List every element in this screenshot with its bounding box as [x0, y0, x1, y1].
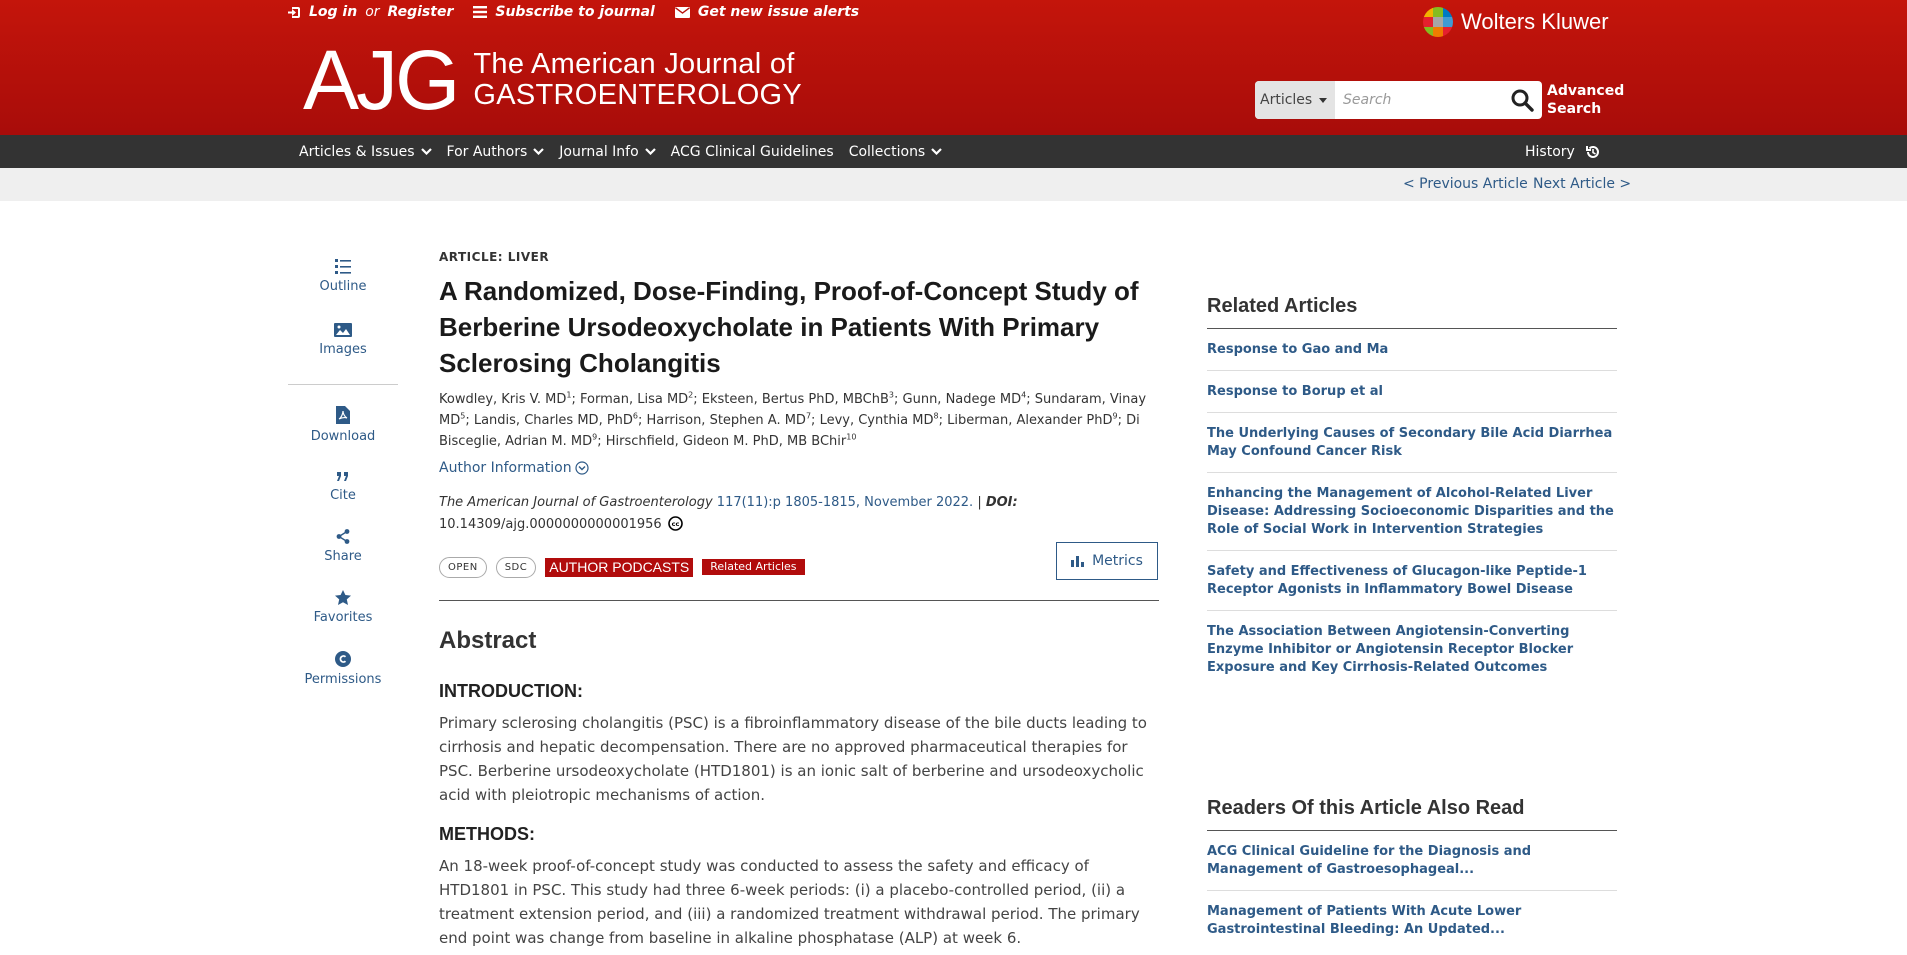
article-title: A Randomized, Dose-Finding, Proof-of-Concept Study of Berberine Ursodeoxycholate in Patients With Primary Sclerosing Cholangitis: [439, 276, 1139, 378]
rail-label: Favorites: [313, 610, 373, 625]
logo-journal-name: [473, 49, 802, 111]
rail-label: Cite: [330, 488, 356, 503]
wolters-kluwer-logo-icon: [1423, 7, 1453, 37]
logo-abbr: AJG: [303, 33, 458, 127]
author[interactable]: Di Bisceglie, Adrian M. $MD^9$: [439, 413, 1140, 449]
citation-line: [439, 492, 1159, 536]
chevron-down-icon: [533, 148, 544, 155]
top-utility-nav: [287, 3, 859, 21]
rail-permissions[interactable]: [288, 651, 398, 687]
rail-label: Outline: [319, 279, 367, 294]
sdc-badge: SDC: [496, 557, 537, 578]
nav-label: Collections: [848, 143, 926, 160]
author[interactable]: Eksteen, Bertus PhD, MBChB$^3$: [701, 390, 894, 407]
login-icon: [287, 6, 301, 19]
nav-articles-issues[interactable]: [299, 144, 432, 160]
nav-collections[interactable]: [849, 144, 943, 160]
related-articles-heading: Related Articles: [1207, 295, 1617, 329]
nav-label: For Authors: [446, 143, 528, 160]
abstract-heading: Abstract: [439, 627, 537, 654]
chevron-down-icon: [931, 148, 942, 155]
advanced-search-link[interactable]: [1547, 82, 1624, 118]
related-article-link[interactable]: The Association Between Angiotensin-Converting Enzyme Inhibitor or Angiotensin Receptor Blocker Exposure and Key Cirrhosis-Related Outcomes: [1207, 624, 1574, 675]
related-articles-badge[interactable]: Related Articles: [702, 559, 804, 575]
alerts-label: Get new issue alerts: [697, 4, 860, 20]
volume-link[interactable]: 117(11):p 1805-1815, November 2022.: [716, 495, 974, 510]
creative-commons-icon: [668, 516, 683, 531]
chevron-down-icon: [645, 148, 656, 155]
chevron-circle-down-icon: [575, 461, 589, 475]
rail-label: Permissions: [304, 672, 382, 687]
copyright-icon: [335, 651, 351, 667]
introduction-heading: INTRODUCTION:: [439, 681, 583, 701]
search-input[interactable]: Search: [1343, 92, 1392, 108]
author-list: Kowdley, Kris V. $MD^1$; Forman, Lisa $MD^2$; Eksteen, Bertus PhD, MBChB$^3$; Gunn, Nadege $MD^4$; Sundaram, Vinay $MD^5$; Landis, Charles MD, PhD$^6$; Harrison, Stephen A. $MD^7$; Levy, Cynthia $MD^8$; Liberman, Alexander PhD$^9$; Di Bisceglie, Adrian M. $MD^9$; Hirschfield, Gideon M. PhD, MB BChir$^{10}$: [439, 390, 1147, 449]
methods-heading: METHODS:: [439, 824, 535, 844]
author[interactable]: Harrison, Stephen A. $MD^7$: [646, 411, 812, 428]
history-button[interactable]: [1525, 135, 1601, 168]
main-nav: [0, 135, 1907, 168]
separator: |: [977, 495, 982, 510]
search-scope-select[interactable]: [1255, 81, 1335, 119]
author[interactable]: Hirschfield, Gideon M. PhD, MB BChir$^{10}$: [605, 432, 857, 449]
site-header: [0, 0, 1907, 135]
register-link[interactable]: Register: [387, 4, 454, 20]
metrics-button[interactable]: [1056, 542, 1158, 580]
share-icon: [336, 529, 350, 544]
star-icon: [335, 590, 351, 605]
next-article-link[interactable]: Next Article >: [1533, 176, 1632, 192]
search-button[interactable]: [1502, 88, 1542, 112]
author-information-toggle[interactable]: [439, 460, 1159, 476]
history-icon: [1585, 144, 1601, 160]
rail-label: Images: [319, 342, 367, 357]
related-article-link[interactable]: Response to Borup et al: [1207, 371, 1617, 413]
or-text: or: [365, 4, 380, 20]
related-articles-panel: [1207, 295, 1617, 688]
svg-text:cc: cc: [671, 520, 680, 528]
author[interactable]: Forman, Lisa $MD^2$: [580, 390, 694, 407]
caret-down-icon: [1319, 98, 1327, 103]
nav-journal-info[interactable]: [559, 144, 655, 160]
publisher-name: Wolters Kluwer: [1461, 9, 1609, 34]
previous-article-link[interactable]: < Previous Article: [1403, 176, 1528, 192]
author[interactable]: Kowdley, Kris V. $MD^1$: [439, 390, 572, 407]
article-main: [439, 250, 1159, 950]
also-read-link[interactable]: ACG Clinical Guideline for the Diagnosis and Management of Gastroesophageal...: [1207, 831, 1617, 891]
rail-download[interactable]: [288, 406, 398, 444]
advanced-line2: Search: [1547, 101, 1602, 117]
search-scope-value: Articles: [1260, 92, 1313, 108]
rail-share[interactable]: [288, 529, 398, 564]
rail-label: Download: [310, 429, 376, 444]
nav-for-authors[interactable]: [447, 144, 545, 160]
also-read-heading: Readers Of this Article Also Read: [1207, 797, 1617, 831]
also-read-link[interactable]: Management of Patients With Acute Lower Gastrointestinal Bleeding: An Updated...: [1207, 904, 1522, 937]
related-article-link[interactable]: Enhancing the Management of Alcohol-Related Liver Disease: Addressing Socioeconomic Disparities and the Role of Social Work in Intervention Strategies: [1207, 473, 1617, 551]
rail-label: Share: [324, 549, 362, 564]
nav-label: Journal Info: [559, 143, 639, 160]
author[interactable]: Liberman, Alexander PhD$^9$: [947, 411, 1118, 428]
author[interactable]: Levy, Cynthia $MD^8$: [819, 411, 939, 428]
rail-favorites[interactable]: [288, 590, 398, 625]
journal-name: The American Journal of Gastroenterology: [439, 495, 713, 510]
search-bar: [1255, 81, 1542, 119]
methods-text: An 18-week proof-of-concept study was conducted to assess the safety and efficacy of HTD1801 in PSC. This study had three 6-week periods: (i) a placebo-controlled period, (ii) a treatment extension period, and (iii) a randomized treatment withdrawal period. The primary end point was change from baseline in alkaline phosphatase (ALP) at week 6.: [439, 857, 1140, 947]
bar-chart-icon: [1071, 555, 1084, 567]
also-read-panel: [1207, 797, 1617, 950]
related-article-link[interactable]: Safety and Effectiveness of Glucagon-like Peptide-1 Receptor Agonists in Inflammatory Bowel Disease: [1207, 551, 1617, 611]
history-label: History: [1525, 143, 1575, 160]
pdf-download-icon: [336, 406, 350, 424]
author[interactable]: Sundaram, Vinay $MD^5$: [439, 392, 1147, 428]
rail-outline[interactable]: [288, 258, 398, 294]
author-information-label: Author Information: [439, 460, 572, 476]
related-article-link[interactable]: Response to Gao and Ma: [1207, 329, 1617, 371]
author[interactable]: Landis, Charles MD, PhD$^6$: [473, 411, 639, 428]
subscribe-label: Subscribe to journal: [495, 4, 655, 20]
quote-icon: [336, 471, 350, 483]
publisher-logo[interactable]: [1423, 7, 1609, 37]
alerts-link[interactable]: [675, 3, 859, 21]
search-icon: [1510, 88, 1534, 112]
rail-divider: [288, 384, 398, 385]
metrics-label: Metrics: [1092, 553, 1143, 569]
introduction-text: Primary sclerosing cholangitis (PSC) is a fibroinflammatory disease of the bile ducts leading to cirrhosis and hepatic decompensation. There are no approved pharmaceutical therapies for PSC. Berberine ursodeoxycholate (HTD1801) is an ionic salt of berberine and ursodeoxycholic acid with pleiotropic mechanisms of action.: [439, 714, 1147, 804]
login-register: [287, 3, 453, 21]
journal-logo[interactable]: [303, 33, 803, 127]
subscribe-link[interactable]: [473, 3, 654, 21]
author-podcasts-badge[interactable]: AUTHOR PODCASTS: [545, 558, 693, 577]
login-link[interactable]: Log in: [309, 4, 358, 20]
doi-label: DOI:: [985, 495, 1018, 510]
list-icon: [473, 6, 487, 18]
advanced-line1: Advanced: [1547, 83, 1625, 99]
outline-icon: [335, 258, 351, 274]
nav-label: ACG Clinical Guidelines: [670, 143, 834, 160]
related-article-link[interactable]: The Underlying Causes of Secondary Bile Acid Diarrhea May Confound Cancer Risk: [1207, 413, 1617, 473]
article-pager: [0, 168, 1907, 201]
rail-images[interactable]: [288, 323, 398, 357]
envelope-icon: [675, 7, 690, 18]
nav-label: Articles & Issues: [299, 143, 415, 160]
image-icon: [334, 323, 352, 337]
section-divider: [439, 600, 1159, 601]
doi-value: 10.14309/ajg.0000000000001956: [439, 517, 662, 532]
article-kicker: ARTICLE: LIVER: [439, 250, 550, 264]
article-badges: [439, 555, 1159, 579]
logo-line1: The American Journal of: [473, 48, 795, 80]
logo-line2: GASTROENTEROLOGY: [473, 79, 803, 111]
author[interactable]: Gunn, Nadege $MD^4$: [902, 390, 1027, 407]
nav-acg-guidelines[interactable]: [671, 144, 834, 160]
rail-cite[interactable]: [288, 471, 398, 503]
open-access-badge: OPEN: [439, 557, 487, 578]
chevron-down-icon: [421, 148, 432, 155]
